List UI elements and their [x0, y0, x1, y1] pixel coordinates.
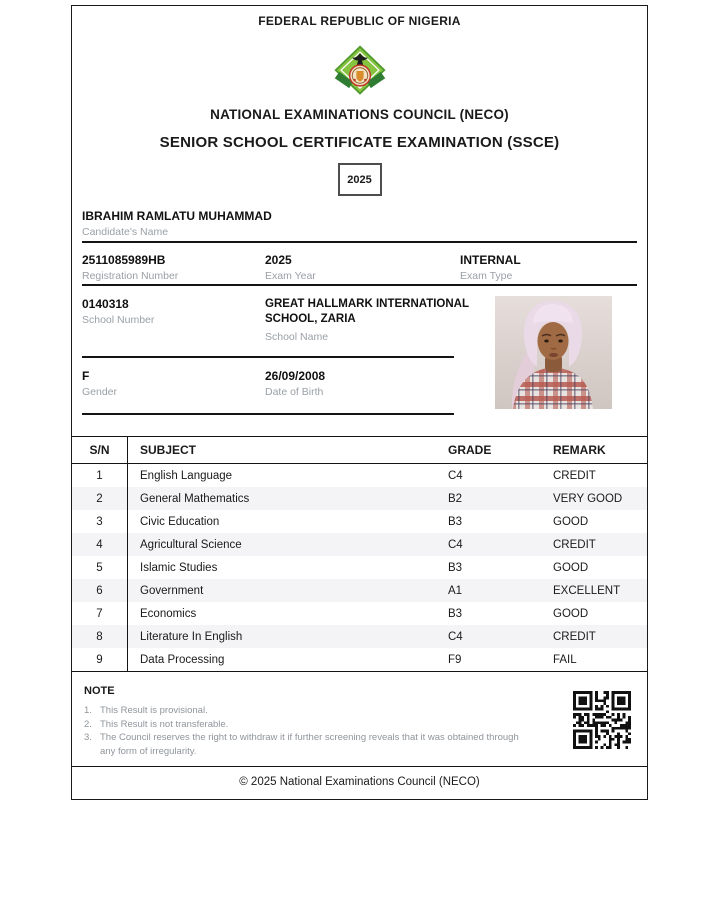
row-sn: 4 [72, 533, 128, 556]
row-subject: English Language [140, 469, 233, 482]
row-remark: GOOD [553, 561, 589, 574]
row-sn: 9 [72, 648, 128, 671]
date-of-birth-value: 26/09/2008 [265, 369, 326, 383]
row-subject: Islamic Studies [140, 561, 218, 574]
header-grade: GRADE [448, 443, 492, 457]
note-list [84, 704, 532, 758]
row-remark: GOOD [553, 515, 589, 528]
row-remark: GOOD [553, 607, 589, 620]
note-item-number: 1. [84, 705, 92, 716]
row-grade: B3 [448, 515, 463, 528]
footer-divider [72, 766, 647, 767]
row-subject: Data Processing [140, 653, 225, 666]
table-row [72, 556, 647, 579]
exam-year-value: 2025 [265, 253, 292, 267]
note-item-number: 2. [84, 718, 92, 730]
row-grade: C4 [448, 469, 463, 482]
row-sn: 2 [72, 487, 128, 510]
table-row [72, 579, 647, 602]
exam-year-label: Exam Year [265, 270, 316, 282]
table-row [72, 625, 647, 648]
country-title: FEDERAL REPUBLIC OF NIGERIA [258, 14, 461, 28]
divider [82, 284, 637, 286]
council-title: NATIONAL EXAMINATIONS COUNCIL (NECO) [210, 107, 509, 122]
school-name-value: GREAT HALLMARK INTERNATIONAL SCHOOL, ZARIA [265, 298, 469, 325]
result-certificate-page [71, 5, 648, 800]
exam-type-value: INTERNAL [460, 253, 521, 267]
row-subject: Government [140, 584, 204, 597]
note-item-number: 3. [84, 732, 92, 743]
note-title: NOTE [84, 685, 115, 697]
exam-type-label: Exam Type [460, 270, 513, 282]
row-subject: Agricultural Science [140, 538, 242, 551]
date-of-birth-label: Date of Birth [265, 386, 324, 398]
row-sn: 8 [72, 625, 128, 648]
header-sn: S/N [72, 437, 128, 463]
row-grade: B3 [448, 607, 463, 620]
gender-value: F [82, 369, 90, 383]
divider [82, 356, 454, 358]
row-sn: 3 [72, 510, 128, 533]
row-grade: A1 [448, 584, 463, 597]
exam-title: SENIOR SCHOOL CERTIFICATE EXAMINATION (SSCE) [159, 134, 560, 151]
row-remark: EXCELLENT [553, 584, 621, 597]
header-subject: SUBJECT [140, 443, 197, 457]
note-item [84, 731, 532, 758]
table-row [72, 602, 647, 625]
school-number-value: 0140318 [82, 297, 129, 311]
row-sn: 7 [72, 602, 128, 625]
registration-number-label: Registration Number [82, 270, 179, 282]
table-row [72, 533, 647, 556]
divider [82, 241, 637, 243]
exam-year-badge: 2025 [338, 163, 382, 196]
note-item-text: This Result is provisional. [100, 705, 208, 716]
row-grade: C4 [448, 538, 463, 551]
candidate-name-label: Candidate's Name [82, 226, 169, 238]
table-row [72, 464, 647, 487]
row-grade: B3 [448, 561, 463, 574]
row-grade: C4 [448, 630, 463, 643]
table-row [72, 648, 647, 671]
table-row [72, 487, 647, 510]
results-table-header [72, 437, 647, 464]
qr-code-icon [573, 691, 631, 749]
divider [82, 413, 454, 415]
row-sn: 6 [72, 579, 128, 602]
row-remark: VERY GOOD [553, 492, 623, 505]
note-item-text: The Council reserves the right to withdraw it if further screening reveals that it was obtained through any form of irregularity. [100, 732, 519, 757]
neco-coat-of-arms-icon [72, 44, 647, 103]
candidate-name-value: IBRAHIM RAMLATU MUHAMMAD [82, 209, 272, 223]
school-name-label: School Name [265, 331, 329, 343]
row-subject: General Mathematics [140, 492, 250, 505]
row-subject: Civic Education [140, 515, 220, 528]
registration-number-value: 2511085989HB [82, 253, 166, 267]
school-number-label: School Number [82, 314, 155, 326]
row-sn: 1 [72, 464, 128, 487]
note-item [84, 704, 532, 718]
row-remark: FAIL [553, 653, 577, 666]
row-subject: Economics [140, 607, 197, 620]
footer-copyright: © 2025 National Examinations Council (NECO) [239, 776, 480, 788]
row-remark: CREDIT [553, 630, 596, 643]
row-grade: B2 [448, 492, 463, 505]
candidate-photo [495, 296, 612, 409]
table-row [72, 510, 647, 533]
results-table [72, 436, 647, 672]
note-item [84, 718, 532, 732]
row-grade: F9 [448, 653, 462, 666]
results-table-body [72, 464, 647, 672]
header-remark: REMARK [553, 443, 606, 457]
row-subject: Literature In English [140, 630, 243, 643]
note-item-text: This Result is not transferable. [100, 718, 229, 730]
row-remark: CREDIT [553, 469, 596, 482]
row-sn: 5 [72, 556, 128, 579]
gender-label: Gender [82, 386, 118, 398]
row-remark: CREDIT [553, 538, 596, 551]
